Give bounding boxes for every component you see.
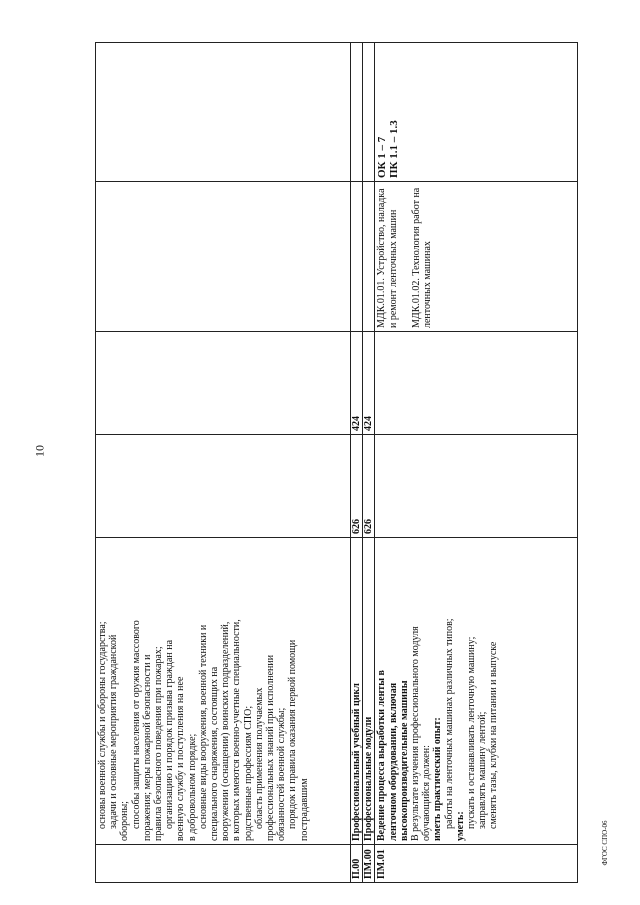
obligatory-load-cell: 424 (351, 332, 363, 435)
experience-label: иметь практический опыт: (432, 717, 444, 841)
pm01-intro-line: обучающийся должен: (421, 745, 433, 841)
mdk-cell (363, 182, 375, 332)
competences-cell (96, 43, 351, 182)
footer-code: ФГОС СПО-06 (601, 820, 609, 866)
content-line: вооружении (оснащении) воинских подразделений, (220, 621, 232, 841)
content-line: задачи и основные мероприятия гражданской (108, 634, 120, 829)
content-line: порядок и правила оказания первой помощи (287, 639, 299, 829)
row-code-cell: ПМ.01 (375, 845, 578, 883)
row-code-cell (96, 845, 351, 883)
competences-cell (351, 43, 363, 182)
content-line: в которых имеются военно-учетные специальности, (231, 619, 243, 841)
table-row (363, 43, 375, 883)
skills-line: пускать и останавливать ленточную машину; (466, 636, 478, 829)
content-line: в добровольном порядке; (186, 733, 198, 841)
table-row (375, 43, 578, 883)
content-line: способы защиты населения от оружия массового (130, 620, 142, 829)
skills-line: заправлять машину лентой; (477, 711, 489, 829)
standard-table-rotated (95, 43, 573, 883)
mdk-item: МДК.01.02. Технология работ на ленточных машинах (410, 187, 434, 328)
content-line: область применения получаемых (253, 687, 265, 829)
max-load-cell (375, 435, 578, 538)
content-line: организацию и порядок призыва граждан на (164, 639, 176, 829)
pm01-intro-line: В результате изучения профессионального модуля (410, 626, 422, 841)
content-line: основы военной службы и обороны государства; (97, 621, 108, 829)
content-line: специального снаряжения, состоящих на (209, 666, 221, 841)
content-line: родственные профессиям СПО; (242, 705, 254, 841)
competences-cell (375, 43, 578, 182)
skills-label: уметь: (454, 811, 466, 841)
row-name-cell: Профессиональный учебный цикл (351, 538, 363, 845)
pm01-title-line: высокопроизводительные машины (398, 680, 410, 841)
max-load-cell (96, 435, 351, 538)
skills-line: сменять тазы, клубки на питании и выпуске (488, 641, 500, 829)
competences-cell (363, 43, 375, 182)
experience-line: работы на ленточных машинах различных типов; (443, 618, 455, 829)
curriculum-table (95, 42, 578, 883)
obligatory-load-cell: 424 (363, 332, 375, 435)
general-competences: ОК 1 – 7 (376, 136, 389, 178)
mdk-item: МДК.01.01. Устройство, наладка и ремонт ленточных машин (376, 188, 399, 328)
row-code-cell: ПМ.00 (363, 845, 375, 883)
content-line: поражения; меры пожарной безопасности и (141, 654, 153, 841)
content-line: правила безопасного поведения при пожарах; (153, 646, 165, 841)
row-code-cell: П.00 (351, 845, 363, 883)
obligatory-load-cell (375, 332, 578, 435)
content-line: обязанностей военной службы; (276, 707, 288, 841)
mdk-cell (351, 182, 363, 332)
max-load-cell: 626 (351, 435, 363, 538)
pm01-content-cell (375, 538, 578, 845)
obligatory-load-cell (96, 332, 351, 435)
page-number: 10 (32, 445, 47, 457)
professional-competences: ПК 1.1 – 1.3 (388, 120, 401, 178)
max-load-cell: 626 (363, 435, 375, 538)
pm01-title-line: Ведение процесса выработки ленты в (376, 670, 388, 841)
content-line: обороны; (119, 801, 131, 841)
content-line: военную службу и поступления на нее (175, 676, 187, 841)
content-line: пострадавшим (298, 778, 310, 841)
mdk-cell (96, 182, 351, 332)
continued-content-cell (96, 538, 351, 845)
mdk-cell (375, 182, 578, 332)
pm01-title-line: ленточном оборудовании, включая (387, 682, 399, 841)
table-row (351, 43, 363, 883)
content-line: профессиональных знаний при исполнении (265, 654, 277, 841)
table-row (96, 43, 351, 883)
row-name-cell: Профессиональные модули (363, 538, 375, 845)
content-line: основные виды вооружения, военной техники и (197, 624, 209, 829)
